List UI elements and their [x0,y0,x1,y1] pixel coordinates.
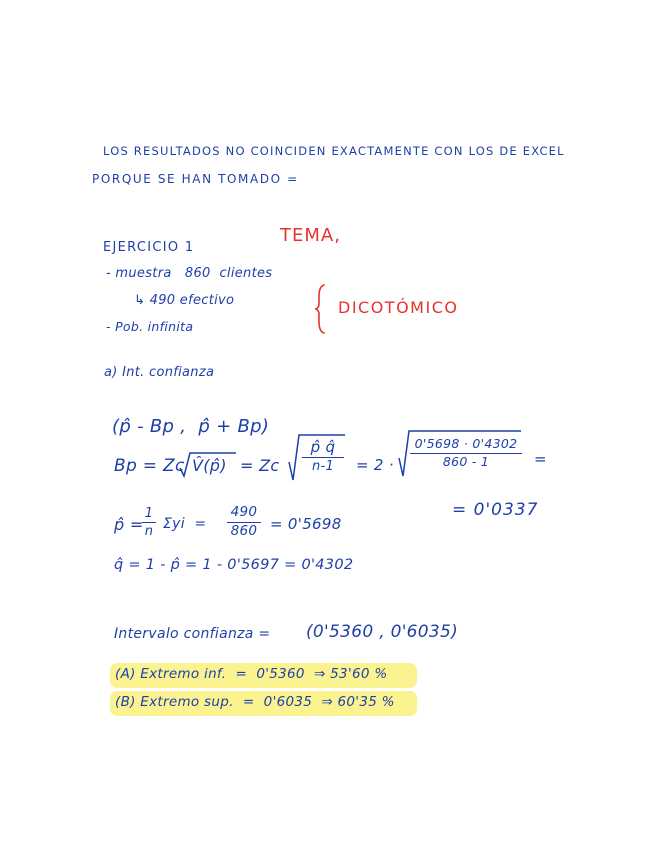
bp-eq-2: = 2 · [356,456,394,474]
p-hat-result: = 0'5698 [270,515,342,533]
curly-brace-icon [313,284,329,334]
header-line-1: LOS RESULTADOS NO COINCIDEN EXACTAMENTE CON LOS DE EXCEL [103,144,565,158]
sqrt-denominator: 860 - 1 [442,453,490,469]
bp-result: = 0'0337 [452,500,539,520]
bullet-sample: - muestra 860 clientes [106,266,273,281]
p-fraction [227,506,261,538]
bp-lhs: Bp = Zc [114,456,185,476]
one-over-n-den: n [144,524,154,539]
pq-denominator: n-1 [311,459,335,474]
interval-form: (p̂ - Bp , p̂ + Bp) [112,416,270,437]
dicotomico-label: DICOTÓMICO [338,298,459,317]
p-hat-lhs: p̂ = [114,515,144,534]
bp-eq-zc: = Zc [240,456,280,475]
tema-annotation: TEMA, [280,225,341,246]
header-line-2: PORQUE SE HAN TOMADO = [92,172,299,186]
fraction-bar [302,457,344,458]
sum-yi: Σyi = [163,516,207,532]
extremo-sup: (B) Extremo sup. = 0'6035 ⇒ 60'35 % [115,694,395,710]
pq-fraction [302,440,344,473]
q-hat-line: q̂ = 1 - p̂ = 1 - 0'5697 = 0'4302 [114,557,354,573]
one-over-n-num: 1 [144,506,154,521]
sqrt-fraction [410,438,522,468]
sqrt-numerator: 0'5698 · 0'4302 [414,436,518,451]
bp-eq-3: = [534,450,547,468]
bullet-population: - Pob. infinita [106,319,194,334]
part-a-label: a) Int. confianza [104,365,215,380]
extremo-inf: (A) Extremo inf. = 0'5360 ⇒ 53'60 % [115,666,388,682]
bp-variance: V̂(p̂) [192,456,227,475]
pq-numerator: p̂ q̂ [310,438,336,456]
exercise-title: EJERCICIO 1 [103,240,195,255]
fraction-bar [142,522,156,523]
p-fraction-num: 490 [230,504,258,520]
bullet-sample-sub: ↳ 490 efectivo [134,293,235,308]
interval-value: (0'5360 , 0'6035) [306,622,459,642]
interval-label: Intervalo confianza = [114,626,271,642]
one-over-n [142,507,156,538]
p-fraction-den: 860 [230,522,258,539]
